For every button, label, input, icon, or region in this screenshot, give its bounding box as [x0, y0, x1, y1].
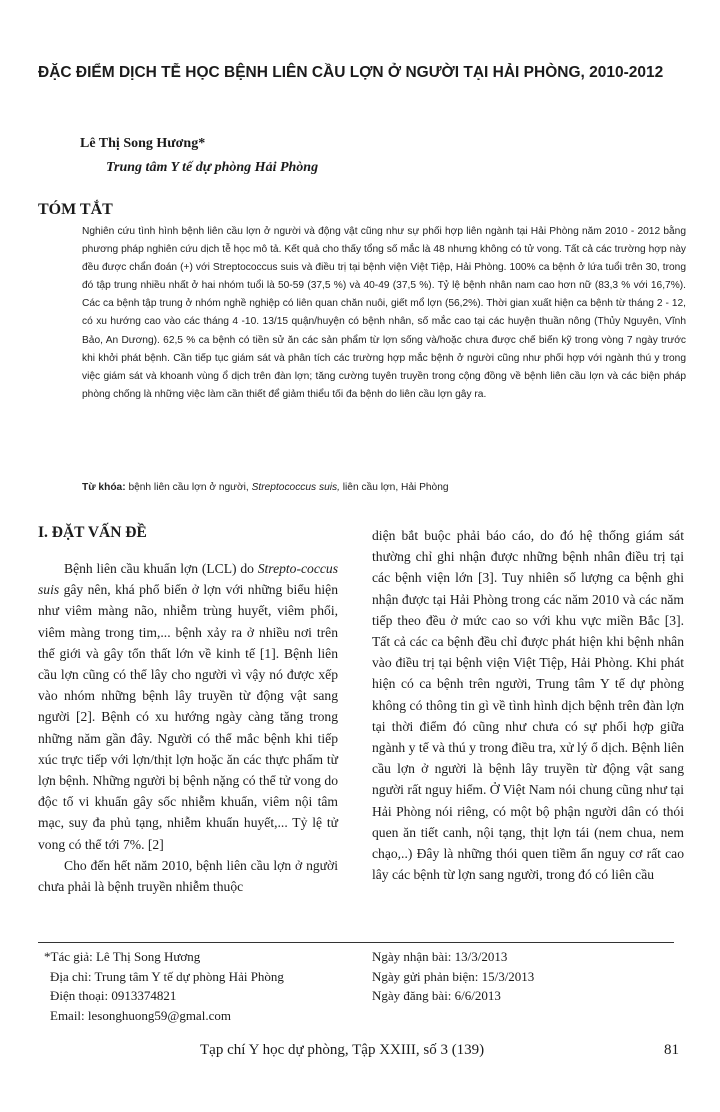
date-received: Ngày nhận bài: 13/3/2013 [372, 949, 508, 964]
keywords-part-c: liên cầu lợn, Hải Phòng [339, 482, 449, 493]
keywords [82, 479, 686, 497]
footnote-email: Email: lesonghuong59@gmal.com [50, 1007, 231, 1023]
footnote-author: *Tác giả: Lê Thị Song Hương [44, 949, 201, 964]
author-name: Lê Thị Song Hương* [80, 136, 206, 151]
date-review: Ngày gửi phản biện: 15/3/2013 [372, 968, 535, 984]
footnote-phone: Điện thoại: 0913374821 [50, 988, 177, 1003]
footnote-dates [372, 947, 534, 1006]
keywords-part-b: Streptococcus suis, [251, 482, 340, 493]
intro-paragraph-2: Cho đến hết năm 2010, bệnh liên cầu lợn ở người chưa phải là bệnh truyền nhiễm thuộc [38, 857, 338, 895]
page-number: 81 [664, 1042, 679, 1058]
keywords-part-a: bệnh liên cầu lợn ở người, [125, 482, 252, 493]
intro-p1-rest: gây nên, khá phổ biến ở lợn với những biểu hiện như viêm màng não, nhiễm trùng huyết, viêm phổi, viêm màng trong tim,... bệnh xảy ra ở nhiều nơi trên thế giới và gây tổn thất lớn về kinh tế [1]. Bệnh liên cầu lợn cũng có thể lây cho người vì vậy nó được xếp vào nhóm những bệnh lây truyền từ động vật sang người [2]. Bệnh có xu hướng ngày càng tăng trong những năm gần đây. Người có thể mắc bệnh khi tiếp xúc trực tiếp với lợn/thịt lợn hoặc ăn các thực phẩm từ lợn bệnh. Những người bị bệnh nặng có thể tử vong do độc tố vi khuẩn gây sốc nhiễm khuẩn, viêm nội tâm mạc, suy đa phủ tạng, nhiễm khuẩn huyết,... Tỷ lệ tử vong có thể tới 7%. [2] [38, 582, 338, 852]
abstract-text: Nghiên cứu tình hình bệnh liên cầu lợn ở người và động vật cũng như sự phối hợp liên ngành tại Hải Phòng năm 2010 - 2012 bằng phương pháp nghiên cứu dịch tễ học mô tả. Kết quả cho thấy tổng số mắc là 48 nhưng không có tử vong. Tất cả các trường hợp này đều được chẩn đoán (+) với Streptococcus suis và điều trị tại bệnh viện Việt Tiệp, Hải Phòng. 100% ca bệnh ở lứa tuổi trên 30, trong đó tập trung nhiều nhất ở hai nhóm tuổi là 50-59 (37,5 %) và 40-49 (37,5 %). Tỷ lệ bệnh nhân nam cao hơn nữ (83,3 % với 16,7%). Các ca bệnh tập trung ở nhóm nghề nghiệp có liên quan chăn nuôi, giết mổ lợn (56,2%). Thời gian xuất hiện ca bệnh từ tháng 2 - 12, có xu hướng cao vào các tháng 4 -10. 13/15 quận/huyện có bệnh nhân, số mắc cao tại các huyện thuần nông (Thủy Nguyên, Vĩnh Bảo, An Dương). 62,5 % ca bệnh có tiền sử ăn các sản phẩm từ lợn sống và/hoặc chưa được chế biến kỹ trong vòng 7 ngày trước khi khởi phát bệnh. Cần tiếp tục giám sát và phân tích các trường hợp mắc bệnh ở người cũng như phối hợp với ngành thú y trong việc giám sát và khoanh vùng ổ dịch trên đàn lợn; tăng cường tuyên truyền trong cộng đồng về bệnh liên cầu lợn và các biện pháp phòng chống là những việc làm cần thiết để giảm thiểu tối đa bệnh do liên cầu lợn gây ra. [82, 226, 686, 400]
footnote-address: Địa chỉ: Trung tâm Y tế dự phòng Hải Phòng [50, 968, 284, 984]
section-heading-intro: I. ĐẶT VẤN ĐỀ [38, 524, 147, 541]
intro-paragraph-1 [38, 558, 338, 855]
intro-p1-species: Strepto-coccus suis [38, 561, 338, 598]
author-affiliation: Trung tâm Y tế dự phòng Hải Phòng [106, 160, 319, 175]
footnote-divider [38, 942, 674, 943]
article-title: ĐẶC ĐIỂM DỊCH TỄ HỌC BỆNH LIÊN CẦU LỢN Ở NGƯỜI TẠI HẢI PHÒNG, 2010-2012 [38, 64, 664, 81]
intro-paragraph-3: diện bắt buộc phải báo cáo, do đó hệ thống giám sát thường chỉ ghi nhận được những bệnh nhân điều trị tại các bệnh viện lớn [3]. Tuy nhiên số lượng ca bệnh ghi nhận được tại Hải Phòng trong các năm 2010 và các năm tiếp theo đều ở mức cao so với khu vực miền Bắc [3]. Tất cả các ca bệnh đều chỉ được phát hiện khi bệnh nhân vào điều trị tại bệnh viện Việt Tiệp, Hải Phòng. Khi phát hiện có ca bệnh trên người, Trung tâm Y tế dự phòng không có thông tin gì về tình hình dịch bệnh trên đàn lợn tại thời điểm đó cũng như chưa có sự phối hợp giữa ngành y tế và thú y trong điều tra, xử lý ổ dịch. Bệnh liên cầu lợn ở người là bệnh lây truyền từ động vật sang người rất nguy hiểm. Ở Việt Nam nói chung cũng như tại Hải Phòng nói riêng, có một bộ phận người dân có thói quen ăn tiết canh, nội tạng, thịt lợn tái (nem chua, nem chạo,..) Đây là những thói quen tiềm ẩn nguy cơ rất cao lây các bệnh từ lợn sang người, trong đó có liên cầu [372, 528, 684, 883]
date-published: Ngày đăng bài: 6/6/2013 [372, 988, 501, 1003]
intro-p1-start: Bệnh liên cầu khuẩn lợn (LCL) do [64, 561, 258, 576]
keywords-label: Từ khóa: [82, 482, 126, 493]
abstract-heading: TÓM TẮT [38, 201, 113, 218]
body-column-left [38, 522, 338, 897]
journal-footer: Tạp chí Y học dự phòng, Tập XXIII, số 3 (139) [200, 1042, 485, 1058]
footnote-contact [44, 947, 284, 1025]
body-column-right [372, 525, 684, 885]
